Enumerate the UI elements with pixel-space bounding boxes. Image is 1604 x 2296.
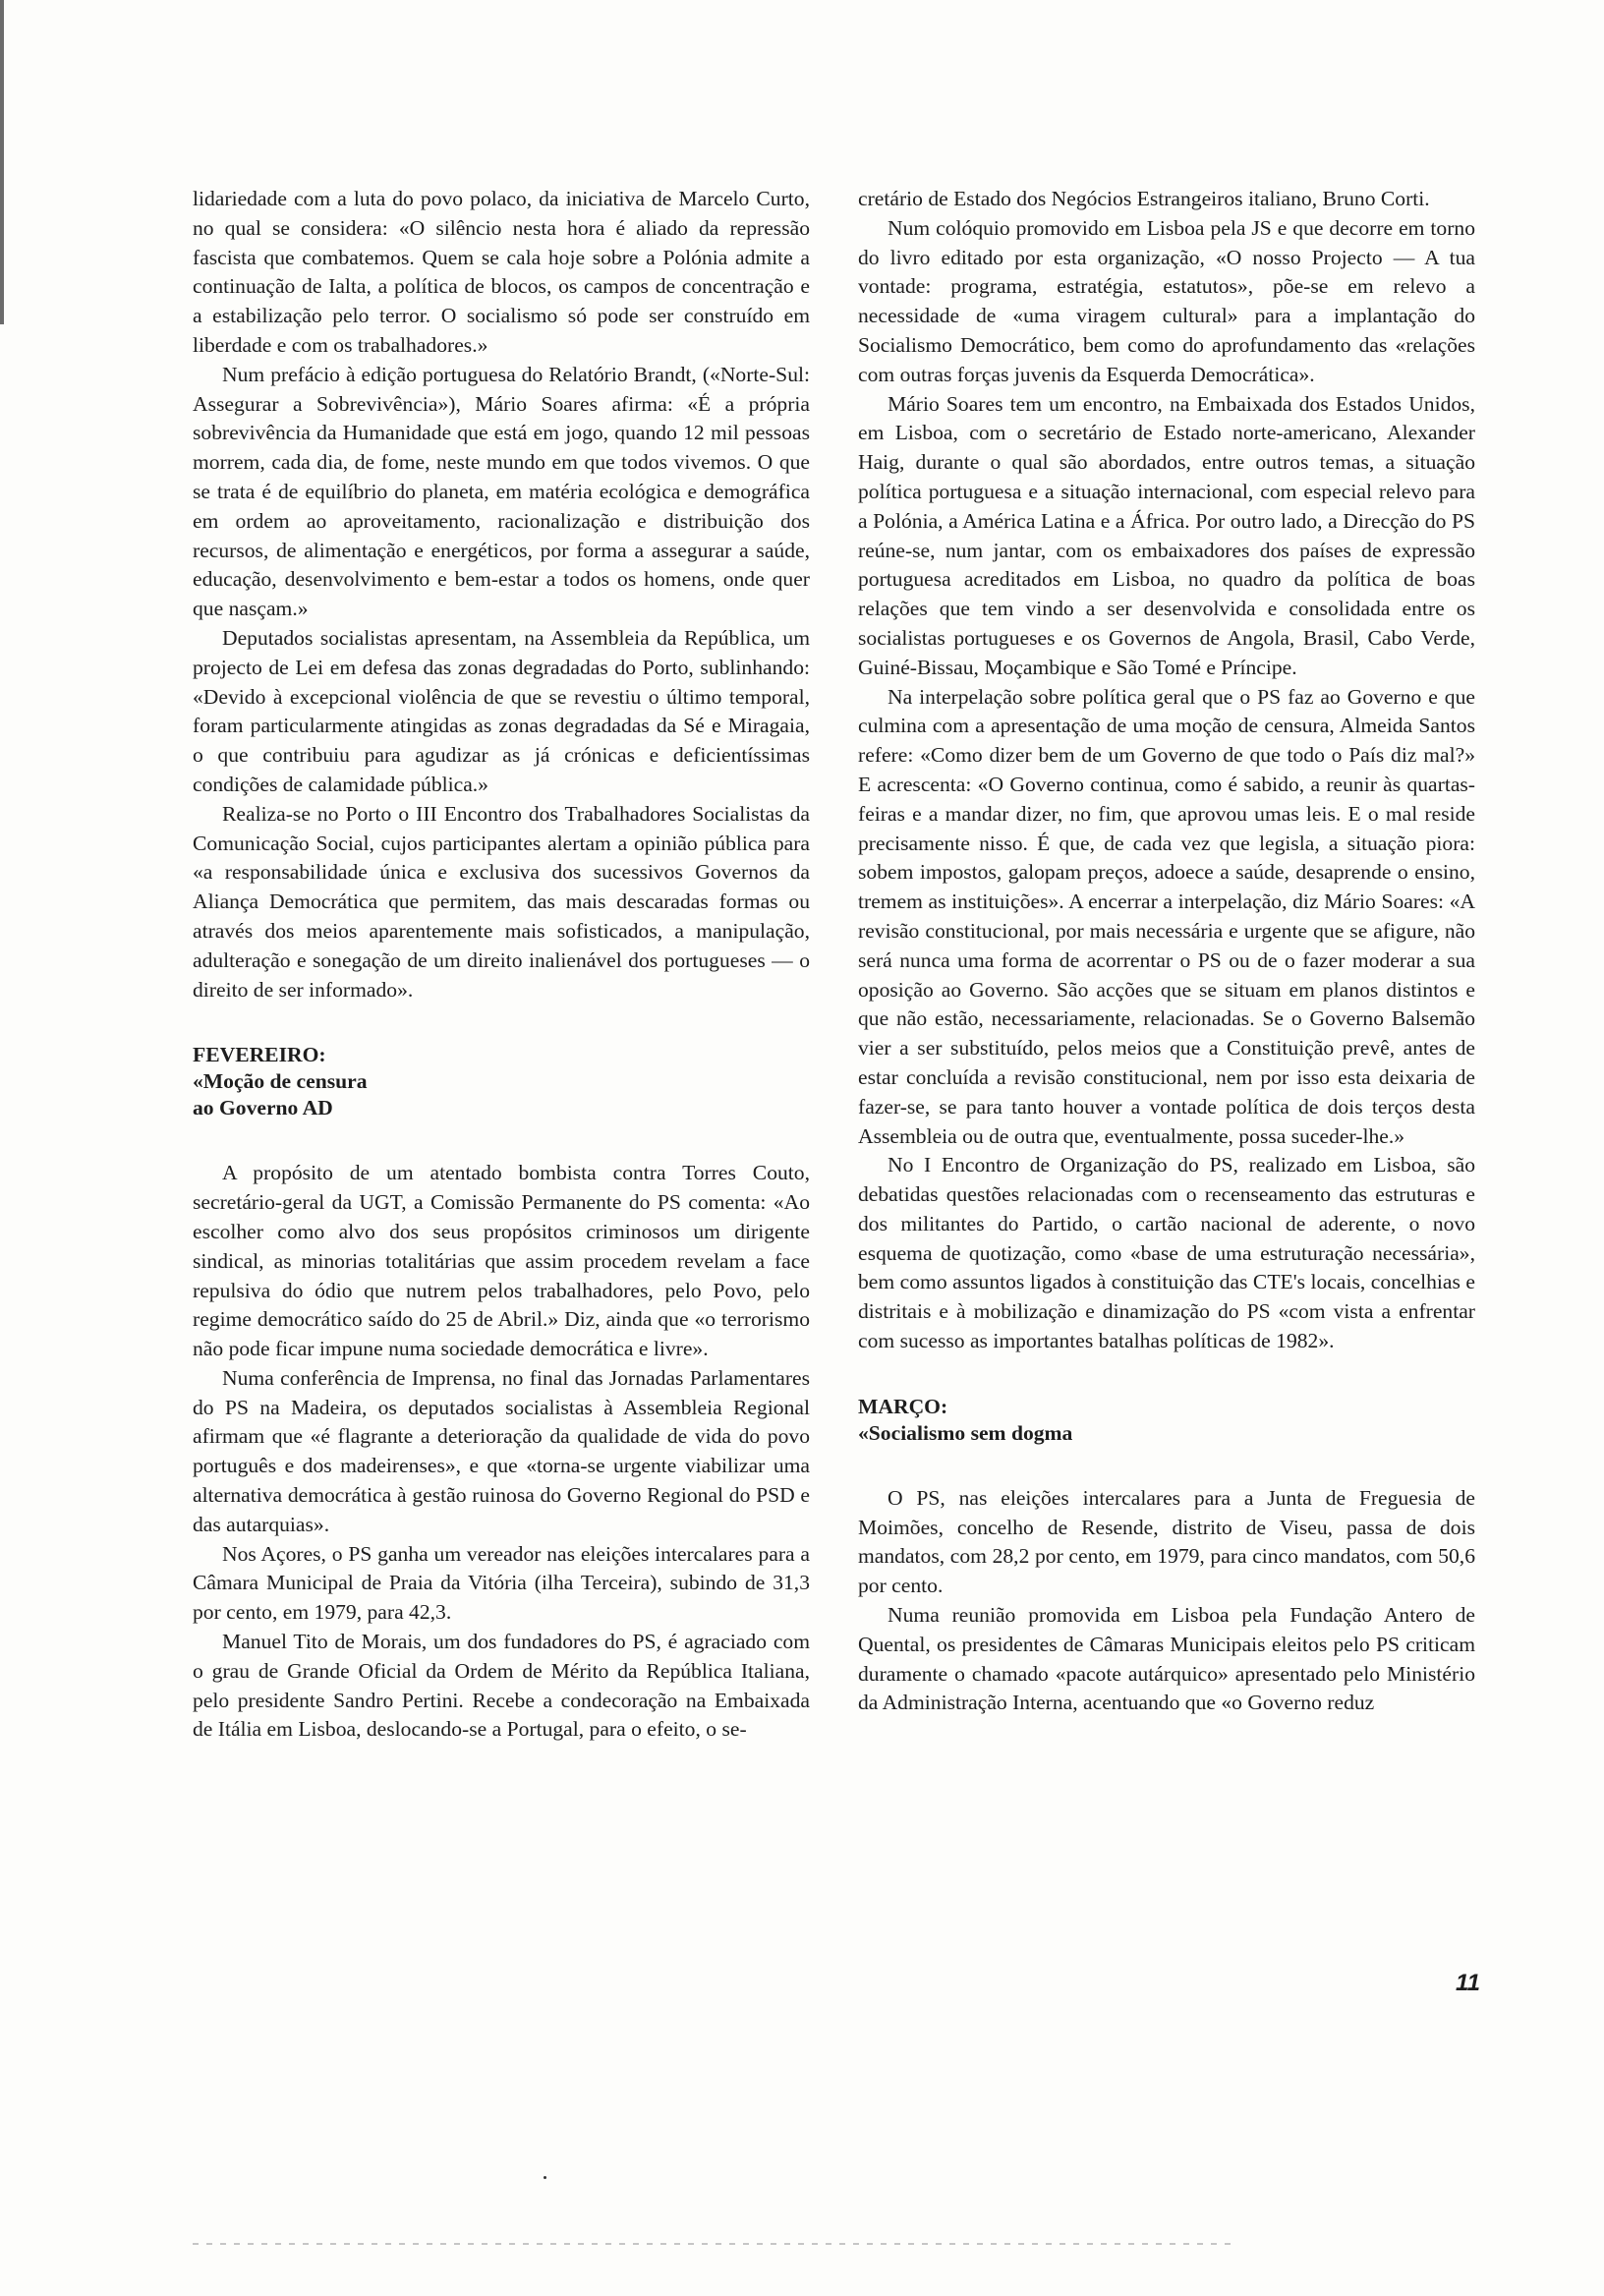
paragraph: Numa reunião promovida em Lisboa pela Fundação Antero de Quental, os presidentes de Câmaras Municipais eleitos pelo PS criticam duramente o chamado «pacote autárquico» apresentado pelo Ministério da Administração Interna, acentuando que «o Governo reduz [858, 1603, 1475, 1715]
paragraph: Manuel Tito de Morais, um dos fundadores do PS, é agraciado com o grau de Grande Oficial da Ordem de Mérito da República Italiana, pelo presidente Sandro Pertini. Recebe a condecoração na Embaixada de Itália em Lisboa, deslocando-se a Portugal, para o efeito, o se- [193, 1630, 810, 1742]
section-title: ao Governo AD [193, 1096, 333, 1120]
paragraph: Deputados socialistas apresentam, na Assembleia da República, um projecto de Lei em defesa das zonas degradadas do Porto, sublinhando: «Devido à excepcional violência de que se revestiu o último temporal, foram particularmente atingidas as zonas degradadas da Sé e Miragaia, o que contribuiu para agudizar as já crónicas e deficientíssimas condições de calamidade pública.» [193, 625, 810, 796]
paragraph: Mário Soares tem um encontro, na Embaixada dos Estados Unidos, em Lisboa, com o secretário de Estado norte-americano, Alexander Haig, durante o qual são abordados, entre outros temas, a situação política portuguesa e a situação internacional, com especial relevo para a Polónia, a América Latina e a África. Por outro lado, a Direcção do PS reúne-se, num jantar, com os embaixadores dos países de expressão portuguesa acreditados em Lisboa, no quadro da política de boas relações que tem vindo a ser desenvolvida e consolidada entre os socialistas portugueses e os Governos de Angola, Brasil, Cabo Verde, Guiné-Bissau, Moçambique e São Tomé e Príncipe. [858, 391, 1475, 679]
paragraph: Nos Açores, o PS ganha um vereador nas eleições intercalares para a Câmara Municipal de Praia da Vitória (ilha Terceira), subindo de 31,3 por cento, em 1979, para 42,3. [193, 1541, 810, 1625]
left-column [193, 185, 810, 1745]
paragraph: Na interpelação sobre política geral que o PS faz ao Governo e que culmina com a apresentação de uma moção de censura, Almeida Santos refere: «Como dizer bem de um Governo de que todo o País diz mal?» E acrescenta: «O Governo continua, como é sabido, a reunir às quartas-feiras e a mandar dizer, no fim, que aprovou umas leis. E o mal reside precisamente nisso. É que, de cada vez que legisla, a situação piora: sobem impostos, galopam preços, adoece a saúde, desaprende o ensino, tremem as instituições». A encerrar a interpelação, diz Mário Soares: «A revisão constitucional, por mais necessária e urgente que se afigure, não será nunca uma forma de acorrentar o PS ou de o fazer moderar a sua oposição ao Governo. São acções que se situam em planos distintos e que não estão, necessariamente, relacionadas. Se o Governo Balsemão vier a ser substituído, pelos meios que a Constituição prevê, antes de estar concluída a revisão constitucional, nem por isso esta deixaria de fazer-se, se para tanto houver a vontade política de dois terços desta Assembleia ou de outra que, eventualmente, possa suceder-lhe.» [858, 684, 1475, 1148]
scan-artifact-line [193, 2243, 1234, 2245]
page-number: 11 [1456, 1970, 1480, 1996]
paragraph: Num prefácio à edição portuguesa do Relatório Brandt, («Norte-Sul: Assegurar a Sobrevivência»), Mário Soares afirma: «É a própria sobrevivência da Humanidade que está em jogo, quando 12 mil pessoas morrem, cada dia, de fome, neste mundo em que todos vivemos. O que se trata é de equilíbrio do planeta, em matéria ecológica e demográfica em ordem ao aproveitamento, racionalização e distribuição dos recursos, de alimentação e energéticos, por forma a assegurar a saúde, educação, desenvolvimento e bem-estar a todos os homens, onde quer que nasçam.» [193, 362, 810, 621]
paragraph: Realiza-se no Porto o III Encontro dos Trabalhadores Socialistas da Comunicação Social, cujos participantes alertam a opinião pública para «a responsabilidade única e exclusiva dos sucessivos Governos da Aliança Democrática que permitem, das mais descaradas formas ou através dos meios aparentemente mais sofisticados, a manipulação, adulteração e sonegação de um direito inalienável dos portugueses — o direito de ser informado». [193, 801, 810, 1002]
paragraph: cretário de Estado dos Negócios Estrangeiros italiano, Bruno Corti. [858, 187, 1430, 210]
paragraph: O PS, nas eleições intercalares para a Junta de Freguesia de Moimões, concelho de Resende, distrito de Viseu, passa de dois mandatos, com 28,2 por cento, em 1979, para cinco mandatos, com 50,6 por cento. [858, 1485, 1475, 1598]
paragraph: Num colóquio promovido em Lisboa pela JS e que decorre em torno do livro editado por esta organização, «O nosso Projecto — A tua vontade: programa, estratégia, estatutos», põe-se em relevo a necessidade de «uma viragem cultural» para a implantação do Socialismo Democrático, bem como do aprofundamento das «relações com outras forças juvenis da Esquerda Democrática». [858, 215, 1475, 386]
section-month: FEVEREIRO: [193, 1043, 326, 1067]
paragraph: Numa conferência de Imprensa, no final das Jornadas Parlamentares do PS na Madeira, os deputados socialistas à Assembleia Regional afirmam que «é flagrante a deterioração da qualidade de vida do povo português e dos madeirenses», e que «torna-se urgente viabilizar uma alternativa democrática à gestão ruinosa do Governo Regional do PSD e das autarquias». [193, 1365, 810, 1536]
section-heading-marco [858, 1394, 1475, 1447]
paragraph: lidariedade com a luta do povo polaco, da iniciativa de Marcelo Curto, no qual se considera: «O silêncio nesta hora é aliado da repressão fascista que combatemos. Quem se cala hoje sobre a Polónia admite a continuação de Ialta, a política de blocos, os campos de concentração e a estabilização pelo terror. O socialismo só pode ser construído em liberdade e com os trabalhadores.» [193, 187, 810, 357]
section-title: «Moção de censura [193, 1069, 368, 1094]
paragraph: No I Encontro de Organização do PS, realizado em Lisboa, são debatidas questões relacionadas com o recenseamento das estruturas e dos militantes do Partido, o cartão nacional de aderente, o novo esquema de quotização, como «base de uma estruturação necessária», bem como assuntos ligados à constituição das CTE's locais, concelhias e distritais e à mobilização e dinamização do PS «com vista a enfrentar com sucesso as importantes batalhas políticas de 1982». [858, 1153, 1475, 1353]
scan-speck [544, 2176, 546, 2179]
section-title: «Socialismo sem dogma [858, 1420, 1073, 1445]
section-month: MARÇO: [858, 1394, 948, 1418]
right-column [858, 185, 1475, 1718]
paragraph: A propósito de um atentado bombista contra Torres Couto, secretário-geral da UGT, a Comissão Permanente do PS comenta: «Ao escolher como alvo dos seus propósitos criminosos um dirigente sindical, as minorias totalitárias que assim procedem revelam a face repulsiva do ódio que nutrem pelos trabalhadores, pelo Povo, pelo regime democrático saído do 25 de Abril.» Diz, ainda que «o terrorismo não pode ficar impune numa sociedade democrática e livre». [193, 1161, 810, 1361]
section-heading-fevereiro [193, 1042, 810, 1121]
scan-binding-edge [0, 0, 4, 324]
